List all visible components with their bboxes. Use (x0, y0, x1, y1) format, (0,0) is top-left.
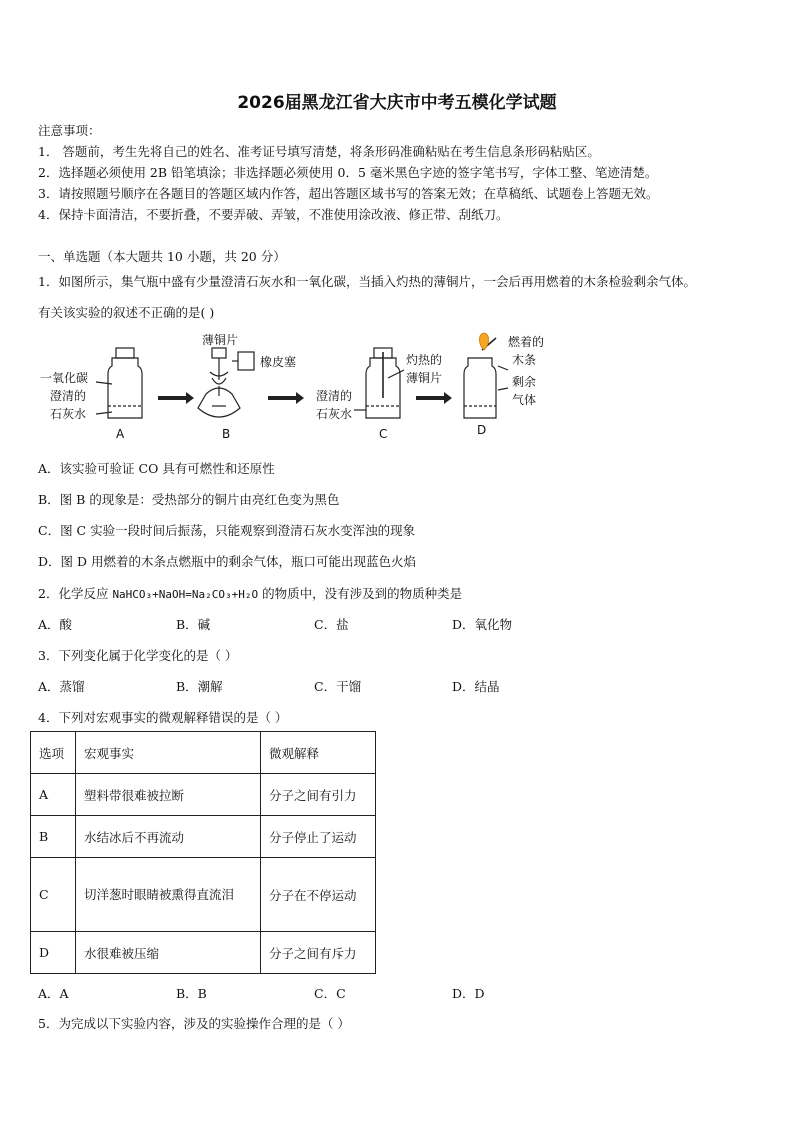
notice-item: 2．选择题必须使用 2B 铅笔填涂；非选择题必须使用 0．5 毫米黑色字迹的签字笔书写，字体工整、笔迹清楚。 (38, 165, 658, 180)
table-row (31, 858, 376, 932)
table-cell: D (31, 932, 76, 974)
bottle-d-body (464, 358, 496, 418)
table-header-cell: 微观解释 (261, 732, 376, 774)
q3-option-a: A．蒸馏 (38, 679, 85, 694)
q4-option-d: D．D (452, 986, 485, 1001)
bottle-a-stopper (116, 348, 134, 358)
label-rubber-stopper: 橡皮塞 (260, 355, 297, 369)
q4-option-b: B．B (176, 986, 207, 1001)
table-cell: 分子之间有引力 (261, 774, 376, 816)
table-cell: 水很难被压缩 (76, 932, 261, 974)
table-header-row (31, 732, 376, 774)
caption-b: B (222, 427, 231, 441)
table-header-cell: 宏观事实 (76, 732, 261, 774)
q2-stem-post: 的物质中，没有涉及到的物质种类是 (258, 586, 463, 601)
q1-stem: 1．如图所示，集气瓶中盛有少量澄清石灰水和一氧化碳，当插入灼热的薄铜片，一会后再用燃着的木条检验剩余气体。 (38, 274, 696, 289)
table-cell: 切洋葱时眼睛被熏得直流泪 (76, 858, 261, 932)
q1-experiment-figure (36, 330, 576, 442)
section-heading: 一、单选题（本大题共 10 小题，共 20 分） (38, 249, 286, 264)
burning-stick-flame (480, 333, 489, 350)
label-limewater-c1: 澄清的 (316, 389, 353, 403)
table-cell: 分子之间有斥力 (261, 932, 376, 974)
label-remaining-2: 气体 (512, 393, 537, 407)
q3-stem: 3．下列变化属于化学变化的是（ ） (38, 648, 238, 663)
table-cell: B (31, 816, 76, 858)
label-limewater-a1: 澄清的 (50, 389, 87, 403)
q2-option-a: A．酸 (38, 617, 73, 632)
q2-formula: NaHCO₃+NaOH=Na₂CO₃+H₂O (112, 588, 259, 601)
q2-option-c: C．盐 (314, 617, 349, 632)
label-remaining-1: 剩余 (512, 375, 537, 389)
notice-item: 4．保持卡面清洁，不要折叠，不要弄破、弄皱，不准使用涂改液、修正带、刮纸刀。 (38, 207, 509, 222)
table-row (31, 816, 376, 858)
q4-option-c: C．C (314, 986, 346, 1001)
label-burning-1: 燃着的 (508, 335, 545, 349)
table-header-cell: 选项 (31, 732, 76, 774)
table-cell: 塑料带很难被拉断 (76, 774, 261, 816)
q1-option-c: C．图 C 实验一段时间后振荡，只能观察到澄清石灰水变浑浊的现象 (38, 523, 416, 538)
table-cell: 分子停止了运动 (261, 816, 376, 858)
q2-stem-pre: 2．化学反应 (38, 586, 113, 601)
rubber-stopper (238, 352, 254, 370)
q1-option-a: A．该实验可验证 CO 具有可燃性和还原性 (38, 461, 275, 476)
q4-stem: 4．下列对宏观事实的微观解释错误的是（ ） (38, 710, 288, 725)
q4-option-a: A．A (38, 986, 69, 1001)
caption-a: A (116, 427, 125, 441)
q3-option-d: D．结晶 (452, 679, 500, 694)
q4-table (30, 731, 376, 974)
table-cell: C (31, 858, 76, 932)
table-row (31, 932, 376, 974)
caption-c: C (379, 427, 388, 441)
q1-stem-continued: 有关该实验的叙述不正确的是( ) (38, 305, 215, 320)
copper-plate-holder (212, 348, 226, 358)
notice-header: 注意事项： (38, 123, 101, 138)
table-cell: 水结冰后不再流动 (76, 816, 261, 858)
exam-title: 2026届黑龙江省大庆市中考五模化学试题 (237, 93, 557, 113)
q2-stem (38, 584, 462, 602)
label-copper-plate: 薄铜片 (202, 333, 239, 347)
table-cell: 分子在不停运动 (261, 858, 376, 932)
q3-option-b: B．潮解 (176, 679, 223, 694)
q2-option-d: D．氧化物 (452, 617, 513, 632)
q5-stem: 5．为完成以下实验内容，涉及的实验操作合理的是（ ） (38, 1016, 350, 1031)
label-limewater-a2: 石灰水 (50, 407, 87, 421)
bottle-a-body (108, 358, 142, 418)
label-hot-2: 薄铜片 (406, 371, 443, 385)
q1-option-b: B．图 B 的现象是：受热部分的铜片由亮红色变为黑色 (38, 492, 340, 507)
label-burning-2: 木条 (512, 353, 537, 367)
q3-option-c: C．干馏 (314, 679, 362, 694)
label-co: 一氧化碳 (40, 371, 89, 385)
q1-option-d: D．图 D 用燃着的木条点燃瓶中的剩余气体，瓶口可能出现蓝色火焰 (38, 554, 416, 569)
caption-d: D (477, 423, 487, 437)
table-cell: A (31, 774, 76, 816)
table-row (31, 774, 376, 816)
q2-option-b: B．碱 (176, 617, 211, 632)
label-limewater-c2: 石灰水 (316, 407, 353, 421)
label-hot-1: 灼热的 (406, 353, 443, 367)
notice-item: 1． 答题前，考生先将自己的姓名、准考证号填写清楚，将条形码准确粘贴在考生信息条形码粘贴区。 (38, 144, 600, 159)
notice-item: 3．请按照题号顺序在各题目的答题区域内作答，超出答题区域书写的答案无效；在草稿纸、试题卷上答题无效。 (38, 186, 659, 201)
